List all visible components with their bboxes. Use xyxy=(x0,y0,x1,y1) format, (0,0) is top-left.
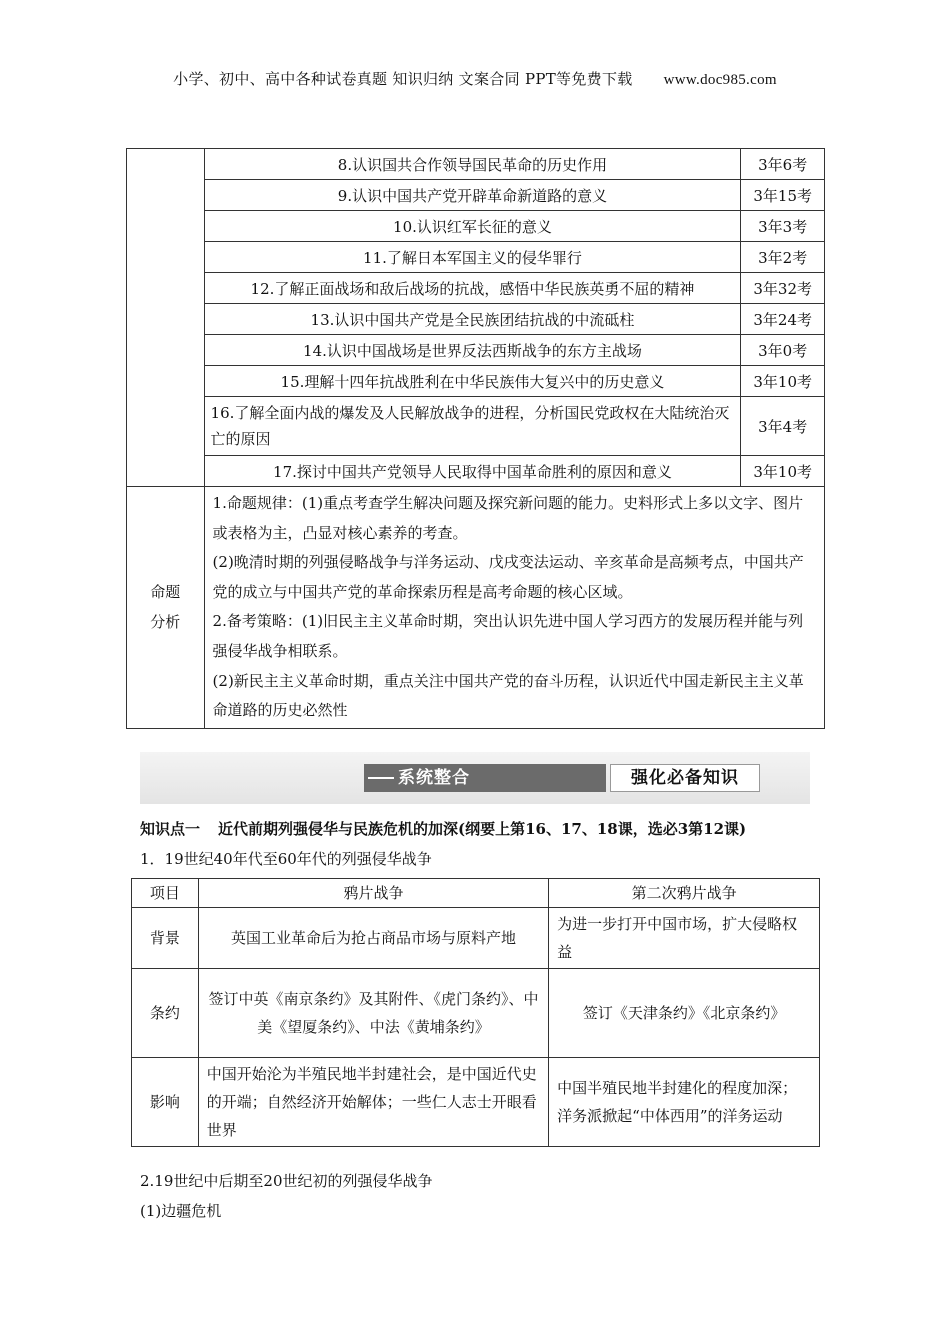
exam-count-cell: 3年32考 xyxy=(741,273,825,304)
knowledge-point-title xyxy=(140,818,746,839)
header-cell: 第二次鸦片战争 xyxy=(549,879,820,908)
row-label-cell: 条约 xyxy=(132,969,199,1058)
requirement-cell: 13.认识中国共产党是全民族团结抗战的中流砥柱 xyxy=(204,304,741,335)
exam-count-cell: 3年10考 xyxy=(741,366,825,397)
banner-right-text: 强化必备知识 xyxy=(610,764,760,792)
table-row xyxy=(132,908,820,969)
table-row xyxy=(132,969,820,1058)
analysis-label-line: 命题 xyxy=(150,583,181,602)
exam-count-cell: 3年0考 xyxy=(741,335,825,366)
requirement-cell: 9.认识中国共产党开辟革命新道路的意义 xyxy=(204,180,741,211)
table-cell: 中国半殖民地半封建化的程度加深；洋务派掀起“中体西用”的洋务运动 xyxy=(549,1058,820,1147)
analysis-paragraph: (2)晚清时期的列强侵略战争与洋务运动、戊戌变法运动、辛亥革命是高频考点，中国共产党的成立与中国共产党的革命探索历程是高考命题的核心区域。 xyxy=(212,553,804,601)
section2-subtitle: (1)边疆危机 xyxy=(140,1202,222,1220)
banner-left xyxy=(364,764,606,792)
exam-count-cell: 3年24考 xyxy=(741,304,825,335)
table-row xyxy=(127,273,825,304)
table-row xyxy=(127,456,825,487)
table-row xyxy=(127,366,825,397)
exam-count-cell: 3年3考 xyxy=(741,211,825,242)
knowledge-point-label: 知识点一 xyxy=(140,820,201,838)
table-row xyxy=(132,1058,820,1147)
requirement-cell: 15.理解十四年抗战胜利在中华民族伟大复兴中的历史意义 xyxy=(204,366,741,397)
section2-title: 2.19世纪中后期至20世纪初的列强侵华战争 xyxy=(140,1172,433,1190)
table-header-row xyxy=(132,879,820,908)
empty-label-cell xyxy=(127,149,205,487)
table-row xyxy=(127,335,825,366)
requirement-cell: 11.了解日本军国主义的侵华罪行 xyxy=(204,242,741,273)
exam-count-cell: 3年2考 xyxy=(741,242,825,273)
table-cell: 英国工业革命后为抢占商品市场与原料产地 xyxy=(198,908,548,969)
banner-dash-decoration xyxy=(368,777,394,779)
row-label-cell: 影响 xyxy=(132,1058,199,1147)
requirement-cell: 14.认识中国战场是世界反法西斯战争的东方主战场 xyxy=(204,335,741,366)
exam-count-cell: 3年15考 xyxy=(741,180,825,211)
curriculum-table xyxy=(126,148,825,729)
analysis-label xyxy=(127,487,205,729)
header-site-link[interactable]: www.doc985.com xyxy=(663,72,777,88)
requirement-cell: 8.认识国共合作领导国民革命的历史作用 xyxy=(204,149,741,180)
section1-title: 1．19世纪40年代至60年代的列强侵华战争 xyxy=(140,850,432,868)
exam-count-cell: 3年4考 xyxy=(741,397,825,456)
table-cell: 为进一步打开中国市场，扩大侵略权益 xyxy=(549,908,820,969)
table-row xyxy=(127,304,825,335)
requirement-cell: 17.探讨中国共产党领导人民取得中国革命胜利的原因和意义 xyxy=(204,456,741,487)
analysis-paragraph: 1.命题规律：(1)重点考查学生解决问题及探究新问题的能力。史料形式上多以文字、图片或表格为主，凸显对核心素养的考查。 xyxy=(212,494,804,542)
analysis-paragraph: (2)新民主主义革命时期，重点关注中国共产党的奋斗历程，认识近代中国走新民主主义革命道路的历史必然性 xyxy=(212,671,804,720)
banner-left-text: 系统整合 xyxy=(398,768,470,788)
table-row xyxy=(127,211,825,242)
table-row xyxy=(127,180,825,211)
header-cell: 项目 xyxy=(132,879,199,908)
header-cell: 鸦片战争 xyxy=(198,879,548,908)
header-text: 小学、初中、高中各种试卷真题 知识归纳 文案合同 PPT等免费下载 xyxy=(173,70,633,88)
table-row xyxy=(127,242,825,273)
table-row xyxy=(127,149,825,180)
knowledge-point-heading: 近代前期列强侵华与民族危机的加深(纲要上第16、17、18课，选必3第12课) xyxy=(218,820,747,838)
opium-war-table xyxy=(131,878,820,1147)
exam-count-cell: 3年10考 xyxy=(741,456,825,487)
analysis-row xyxy=(127,487,825,729)
exam-count-cell: 3年6考 xyxy=(741,149,825,180)
section-banner xyxy=(140,752,810,804)
requirement-cell: 10.认识红军长征的意义 xyxy=(204,211,741,242)
table-row xyxy=(127,397,825,456)
table-cell: 签订中英《南京条约》及其附件、《虎门条约》、中美《望厦条约》、中法《黄埔条约》 xyxy=(198,969,548,1058)
row-label-cell: 背景 xyxy=(132,908,199,969)
analysis-paragraph: 2.备考策略：(1)旧民主主义革命时期，突出认识先进中国人学习西方的发展历程并能与列强侵华战争相联系。 xyxy=(212,612,804,660)
table-cell: 中国开始沦为半殖民地半封建社会，是中国近代史的开端；自然经济开始解体；一些仁人志士开眼看世界 xyxy=(198,1058,548,1147)
table-cell: 签订《天津条约》《北京条约》 xyxy=(549,969,820,1058)
page-header xyxy=(0,68,950,89)
requirement-cell: 16.了解全面内战的爆发及人民解放战争的进程，分析国民党政权在大陆统治灭亡的原因 xyxy=(204,397,741,456)
analysis-body xyxy=(204,487,824,729)
analysis-label-line: 分析 xyxy=(150,613,181,632)
requirement-cell: 12.了解正面战场和敌后战场的抗战，感悟中华民族英勇不屈的精神 xyxy=(204,273,741,304)
